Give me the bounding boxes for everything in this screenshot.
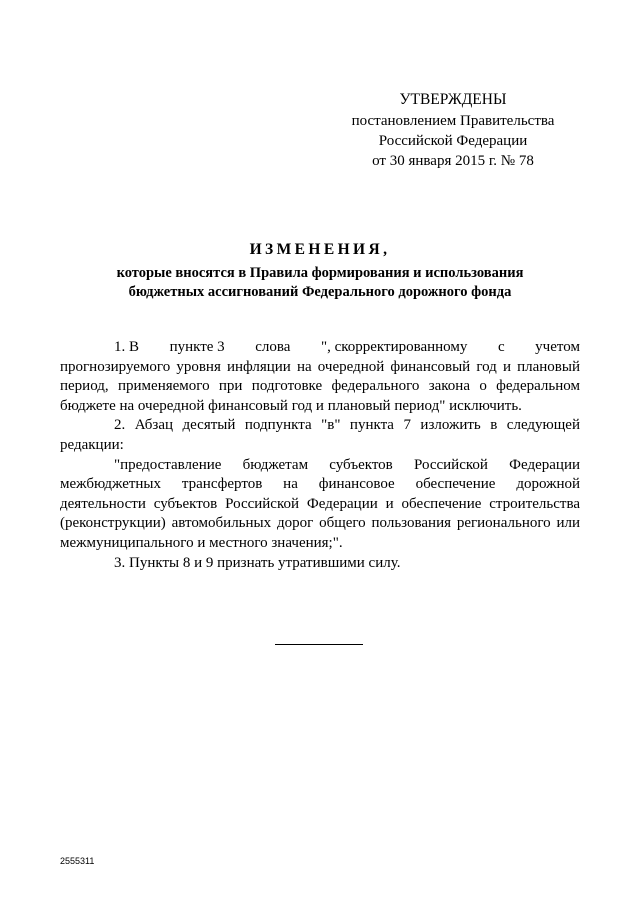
approval-block <box>328 90 578 171</box>
document-number: 2555311 <box>60 856 95 866</box>
item-1-continuation: прогнозируемого уровня инфляции на очередной финансовый год и плановый период, применяемого при подготовке федерального закона о федеральном бюджете на очередной финансовый год и плановый период" исключить. <box>60 358 580 414</box>
end-divider <box>275 644 363 645</box>
approval-line-date: от 30 января 2015 г. № 78 <box>372 153 534 169</box>
item-2-quote: "предоставление бюджетам субъектов Российской Федерации межбюджетных трансфертов на финансовое обеспечение дорожной деятельности субъектов Российской Федерации и обеспечение строительства (реконструкции) автомобильных дорог общего пользования регионального или межмуниципального и местного значения;". <box>60 456 580 551</box>
approved-label: УТВЕРЖДЕНЫ <box>399 91 507 108</box>
item-1-word: 1. В <box>114 339 140 355</box>
approval-line-resolution: постановлением Правительства <box>351 113 555 129</box>
item-1-word: учетом <box>535 339 580 355</box>
document-subtitle <box>60 264 580 302</box>
document-body <box>60 338 580 573</box>
item-2-text: 2. Абзац десятый подпункта "в" пункта 7 изложить в следующей редакции: <box>60 417 580 453</box>
item-1-word: с <box>497 339 505 355</box>
item-1-word: пункте 3 <box>169 339 225 355</box>
item-3-text: 3. Пункты 8 и 9 признать утратившими силу. <box>114 554 401 571</box>
item-1-first-line <box>60 338 580 358</box>
document-title: ИЗМЕНЕНИЯ, <box>249 241 391 258</box>
subtitle-line-1: которые вносятся в Правила формирования и использования <box>116 265 524 281</box>
approval-line-country: Российской Федерации <box>378 133 528 149</box>
document-heading <box>60 240 580 302</box>
item-1-word: слова <box>255 339 291 355</box>
item-1-word: ", скорректированному <box>320 339 468 355</box>
subtitle-line-2: бюджетных ассигнований Федерального дорожного фонда <box>128 284 512 300</box>
